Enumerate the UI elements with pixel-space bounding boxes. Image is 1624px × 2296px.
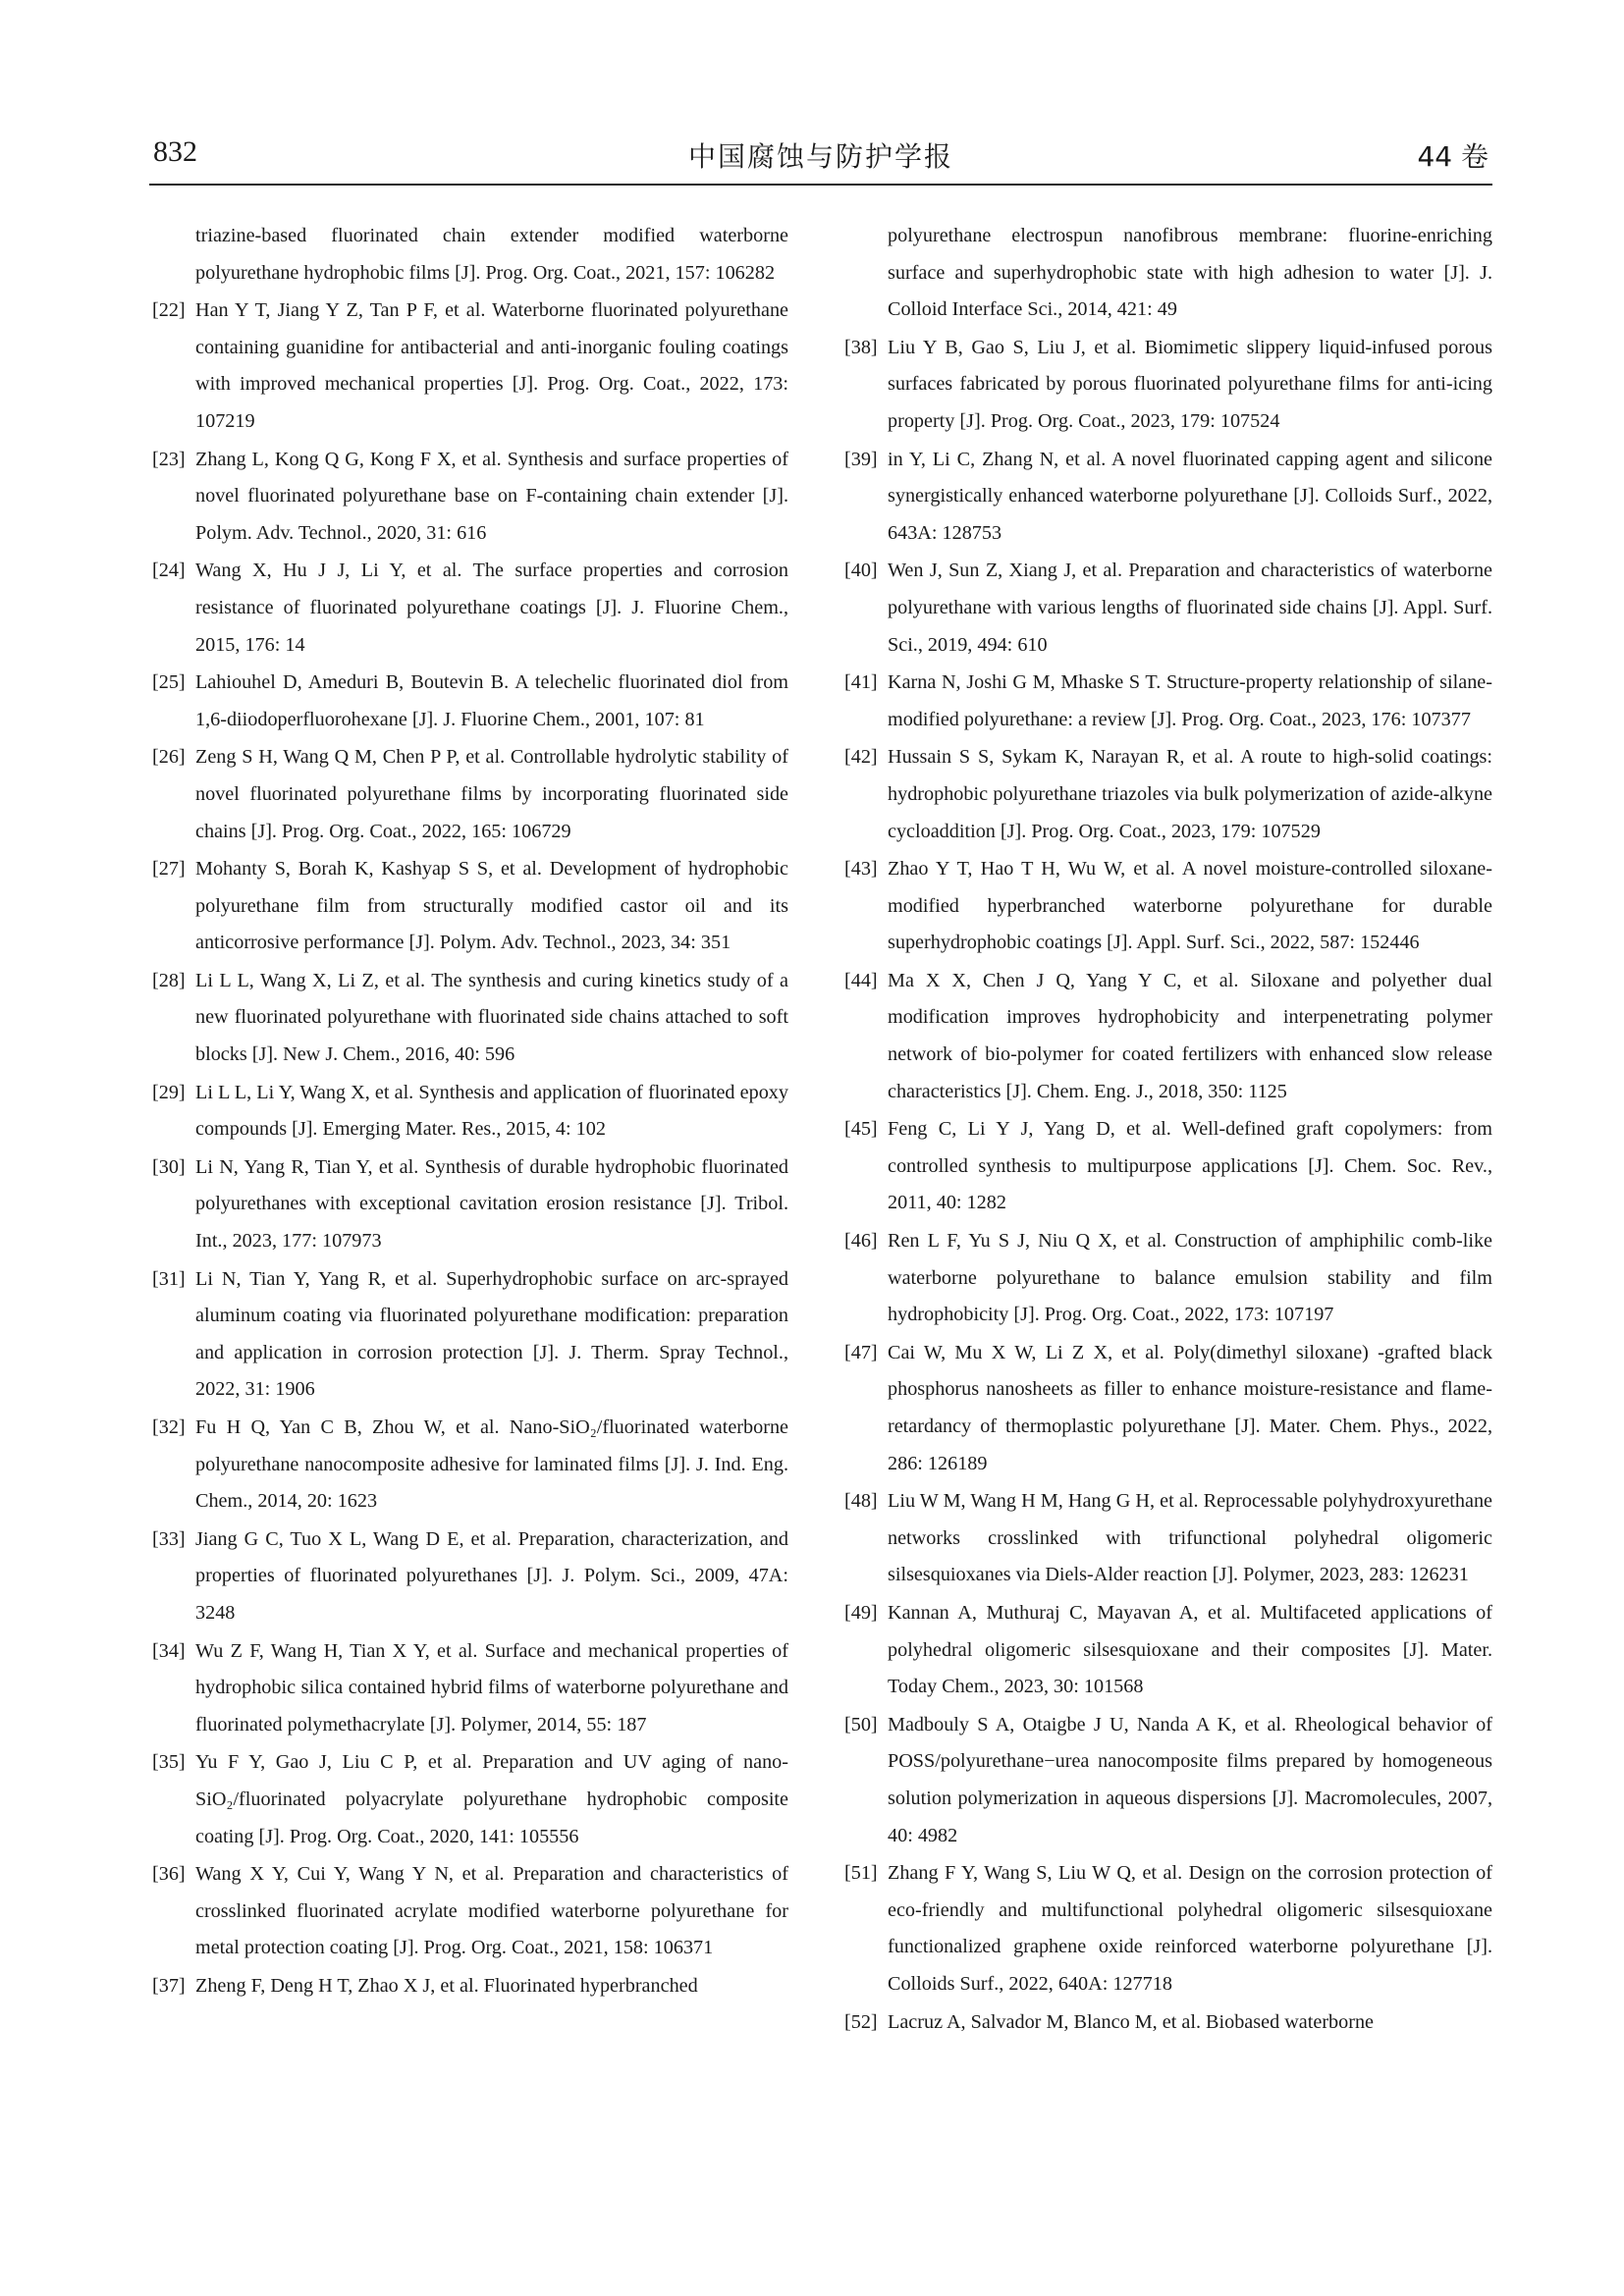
reference-text: Zhao Y T, Hao T H, Wu W, et al. A novel moisture-controlled siloxane-modified hyperbranched waterborne polyurethane for durable superhydrophobic coatings [J]. Appl. Surf. Sci., 2022, 587: 152446 <box>888 858 1492 954</box>
reference-entry <box>152 851 788 962</box>
reference-text: Wu Z F, Wang H, Tian X Y, et al. Surface and mechanical properties of hydrophobic silica contained hybrid films of waterborne polyurethane and fluorinated polymethacrylate [J]. Polymer, 2014, 55: 187 <box>195 1639 788 1735</box>
reference-text: Ma X X, Chen J Q, Yang Y C, et al. Siloxane and polyether dual modification improves hydrophobicity and interpenetrating polymer network of bio-polymer for coated fertilizers with enhanced slow release characteristics [J]. Chem. Eng. J., 2018, 350: 1125 <box>888 969 1492 1102</box>
reference-number: [26] <box>152 746 186 769</box>
reference-text: Zeng S H, Wang Q M, Chen P P, et al. Controllable hydrolytic stability of novel fluorinated polyurethane films by incorporating fluorinated side chains [J]. Prog. Org. Coat., 2022, 165: 106729 <box>195 746 788 842</box>
reference-text: Wang X Y, Cui Y, Wang Y N, et al. Preparation and characteristics of crosslinked fluorinated acrylate modified waterborne polyurethane for metal protection coating [J]. Prog. Org. Coat., 2021, 158: 106371 <box>195 1863 788 1959</box>
reference-text: Zheng F, Deng H T, Zhao X J, et al. Fluorinated hyperbranched <box>195 1974 698 1997</box>
reference-number: [50] <box>844 1713 878 1735</box>
page-number: 832 <box>153 135 197 168</box>
reference-number: [45] <box>844 1118 878 1141</box>
reference-entry <box>844 2004 1492 2042</box>
reference-entry <box>152 1075 788 1148</box>
reference-number: [39] <box>844 448 878 470</box>
reference-number: [43] <box>844 858 878 881</box>
reference-entry <box>152 1633 788 1744</box>
reference-entry <box>844 1483 1492 1594</box>
reference-entry <box>844 553 1492 664</box>
reference-entry <box>152 1261 788 1409</box>
reference-text: Lahiouhel D, Ameduri B, Boutevin B. A telechelic fluorinated diol from 1,6-diiodoperfluorohexane [J]. J. Fluorine Chem., 2001, 107: 81 <box>195 671 788 730</box>
reference-number: [38] <box>844 336 878 358</box>
reference-text: Karna N, Joshi G M, Mhaske S T. Structure-property relationship of silane-modified polyurethane: a review [J]. Prog. Org. Coat., 2023, 176: 107377 <box>888 671 1492 730</box>
reference-number: [32] <box>152 1416 186 1438</box>
reference-number: [31] <box>152 1267 186 1290</box>
reference-text: in Y, Li C, Zhang N, et al. A novel fluorinated capping agent and silicone synergistically enhanced waterborne polyurethane [J]. Colloids Surf., 2022, 643A: 128753 <box>888 448 1492 544</box>
reference-number: [23] <box>152 448 186 470</box>
reference-text: Yu F Y, Gao J, Liu C P, et al. Preparation and UV aging of nano-SiO₂/fluorinated polyacrylate polyurethane hydrophobic composite coating [J]. Prog. Org. Coat., 2020, 141: 105556 <box>195 1751 788 1847</box>
reference-number: [52] <box>844 2010 878 2033</box>
reference-text: Wen J, Sun Z, Xiang J, et al. Preparation and characteristics of waterborne polyurethane with various lengths of fluorinated side chains [J]. Appl. Surf. Sci., 2019, 494: 610 <box>888 560 1492 656</box>
reference-text: Fu H Q, Yan C B, Zhou W, et al. Nano-SiO₂/fluorinated waterborne polyurethane nanocomposite adhesive for laminated films [J]. J. Ind. Eng. Chem., 2014, 20: 1623 <box>195 1416 788 1513</box>
reference-number: [34] <box>152 1639 186 1662</box>
reference-entry <box>844 1335 1492 1482</box>
reference-entry <box>152 293 788 440</box>
reference-entry <box>844 1223 1492 1334</box>
reference-text: Lacruz A, Salvador M, Blanco M, et al. Biobased waterborne <box>888 2010 1375 2033</box>
reference-entry <box>152 1410 788 1521</box>
reference-entry <box>152 1522 788 1632</box>
reference-number: [42] <box>844 746 878 769</box>
reference-entry <box>152 1149 788 1260</box>
reference-text: Han Y T, Jiang Y Z, Tan P F, et al. Waterborne fluorinated polyurethane containing guanidine for antibacterial and anti-inorganic fouling coatings with improved mechanical properties [J]. Prog. Org. Coat., 2022, 173: 107219 <box>195 299 788 432</box>
reference-number: [44] <box>844 969 878 991</box>
reference-entry <box>152 1856 788 1967</box>
reference-entry <box>844 963 1492 1110</box>
reference-number: [40] <box>844 560 878 582</box>
reference-text: Li N, Tian Y, Yang R, et al. Superhydrophobic surface on arc-sprayed aluminum coating via fluorinated polyurethane modification: preparation and application in corrosion protection [J]. J. Therm. Spray Technol., 2022, 31: 1906 <box>195 1267 788 1401</box>
volume-label: 44 卷 <box>1417 140 1489 173</box>
reference-text: Hussain S S, Sykam K, Narayan R, et al. A route to high-solid coatings: hydrophobic polyurethane triazoles via bulk polymerization of azide-alkyne cycloaddition [J]. Prog. Org. Coat., 2023, 179: 107529 <box>888 746 1492 842</box>
reference-text: Li L L, Li Y, Wang X, et al. Synthesis and application of fluorinated epoxy compounds [J]. Emerging Mater. Res., 2015, 4: 102 <box>195 1081 788 1141</box>
reference-number: [22] <box>152 299 186 322</box>
reference-text: Feng C, Li Y J, Yang D, et al. Well-defined graft copolymers: from controlled synthesis to multipurpose applications [J]. Chem. Soc. Rev., 2011, 40: 1282 <box>888 1118 1492 1214</box>
reference-number: [37] <box>152 1974 186 1997</box>
reference-text: Zhang L, Kong Q G, Kong F X, et al. Synthesis and surface properties of novel fluorinated polyurethane base on F-containing chain extender [J]. Polym. Adv. Technol., 2020, 31: 616 <box>195 448 788 544</box>
reference-text: Kannan A, Muthuraj C, Mayavan A, et al. Multifaceted applications of polyhedral oligomeric silsesquioxane and their composites [J]. Mater. Today Chem., 2023, 30: 101568 <box>888 1601 1492 1698</box>
reference-number: [29] <box>152 1081 186 1103</box>
journal-title: 中国腐蚀与防护学报 <box>687 140 953 173</box>
reference-entry <box>844 665 1492 738</box>
page-header <box>149 135 1492 185</box>
reference-text: Ren L F, Yu S J, Niu Q X, et al. Construction of amphiphilic comb-like waterborne polyurethane to balance emulsion stability and film hydrophobicity [J]. Prog. Org. Coat., 2022, 173: 107197 <box>888 1230 1492 1326</box>
reference-text: polyurethane electrospun nanofibrous membrane: fluorine-enriching surface and superhydrophobic state with high adhesion to water [J]. J. Colloid Interface Sci., 2014, 421: 49 <box>888 225 1492 321</box>
reference-number: [41] <box>844 671 878 694</box>
reference-text: Jiang G C, Tuo X L, Wang D E, et al. Preparation, characterization, and properties of fluorinated polyurethanes [J]. J. Polym. Sci., 2009, 47A: 3248 <box>195 1527 788 1624</box>
reference-number: [47] <box>844 1341 878 1363</box>
reference-entry <box>152 442 788 553</box>
reference-number: [36] <box>152 1863 186 1886</box>
reference-entry <box>152 665 788 738</box>
reference-entry <box>844 1855 1492 2002</box>
reference-number: [24] <box>152 560 186 582</box>
reference-text: Liu W M, Wang H M, Hang G H, et al. Reprocessable polyhydroxyurethane networks crosslinked with trifunctional polyhedral oligomeric silsesquioxanes via Diels-Alder reaction [J]. Polymer, 2023, 283: 126231 <box>888 1490 1492 1586</box>
reference-entry <box>152 553 788 664</box>
reference-text: Li N, Yang R, Tian Y, et al. Synthesis of durable hydrophobic fluorinated polyurethanes with exceptional cavitation erosion resistance [J]. Tribol. Int., 2023, 177: 107973 <box>195 1155 788 1253</box>
reference-entry <box>152 963 788 1074</box>
reference-number: [51] <box>844 1862 878 1885</box>
reference-entry <box>152 218 788 292</box>
reference-entry <box>844 851 1492 962</box>
reference-entry <box>152 1968 788 2005</box>
reference-text: Wang X, Hu J J, Li Y, et al. The surface properties and corrosion resistance of fluorinated polyurethane coatings [J]. J. Fluorine Chem., 2015, 176: 14 <box>195 560 788 656</box>
reference-number: [49] <box>844 1601 878 1624</box>
reference-entry <box>844 1111 1492 1222</box>
reference-entry <box>844 739 1492 850</box>
reference-entry <box>844 1595 1492 1706</box>
reference-entry <box>152 739 788 850</box>
reference-number: [27] <box>152 858 186 881</box>
reference-text: Li L L, Wang X, Li Z, et al. The synthesis and curing kinetics study of a new fluorinated polyurethane with fluorinated side chains attached to soft blocks [J]. New J. Chem., 2016, 40: 596 <box>195 969 788 1066</box>
reference-number: [25] <box>152 671 186 694</box>
reference-number: [48] <box>844 1490 878 1513</box>
reference-text: Zhang F Y, Wang S, Liu W Q, et al. Design on the corrosion protection of eco-friendly and multifunctional polyhedral oligomeric silsesquioxane functionalized graphene oxide reinforced waterborne polyurethane [J]. Colloids Surf., 2022, 640A: 127718 <box>888 1862 1492 1995</box>
reference-text: Liu Y B, Gao S, Liu J, et al. Biomimetic slippery liquid-infused porous surfaces fabricated by porous fluorinated polyurethane films for anti-icing property [J]. Prog. Org. Coat., 2023, 179: 107524 <box>888 336 1492 432</box>
reference-text: triazine-based fluorinated chain extender modified waterborne polyurethane hydrophobic films [J]. Prog. Org. Coat., 2021, 157: 106282 <box>195 225 788 284</box>
reference-text: Mohanty S, Borah K, Kashyap S S, et al. Development of hydrophobic polyurethane film from structurally modified castor oil and its anticorrosive performance [J]. Polym. Adv. Technol., 2023, 34: 351 <box>195 858 788 954</box>
reference-entry <box>152 1744 788 1855</box>
reference-number: [28] <box>152 969 186 991</box>
reference-number: [46] <box>844 1230 878 1253</box>
reference-number: [30] <box>152 1155 186 1178</box>
header-rule <box>149 184 1492 186</box>
reference-number: [35] <box>152 1751 186 1774</box>
reference-column-right <box>844 218 1492 2042</box>
reference-text: Madbouly S A, Otaigbe J U, Nanda A K, et al. Rheological behavior of POSS/polyurethane−urea nanocomposite films prepared by homogeneous solution polymerization in aqueous dispersions [J]. Macromolecules, 2007, 40: 4982 <box>888 1713 1492 1846</box>
reference-column-left <box>152 218 788 2006</box>
reference-number: [33] <box>152 1527 186 1550</box>
reference-entry <box>844 330 1492 441</box>
reference-text: Cai W, Mu X W, Li Z X, et al. Poly(dimethyl siloxane) -grafted black phosphorus nanosheets as filler to enhance moisture-resistance and flame-retardancy of thermoplastic polyurethane [J]. Mater. Chem. Phys., 2022, 286: 126189 <box>888 1341 1492 1474</box>
reference-entry <box>844 1707 1492 1854</box>
reference-entry <box>844 442 1492 553</box>
reference-entry <box>844 218 1492 329</box>
